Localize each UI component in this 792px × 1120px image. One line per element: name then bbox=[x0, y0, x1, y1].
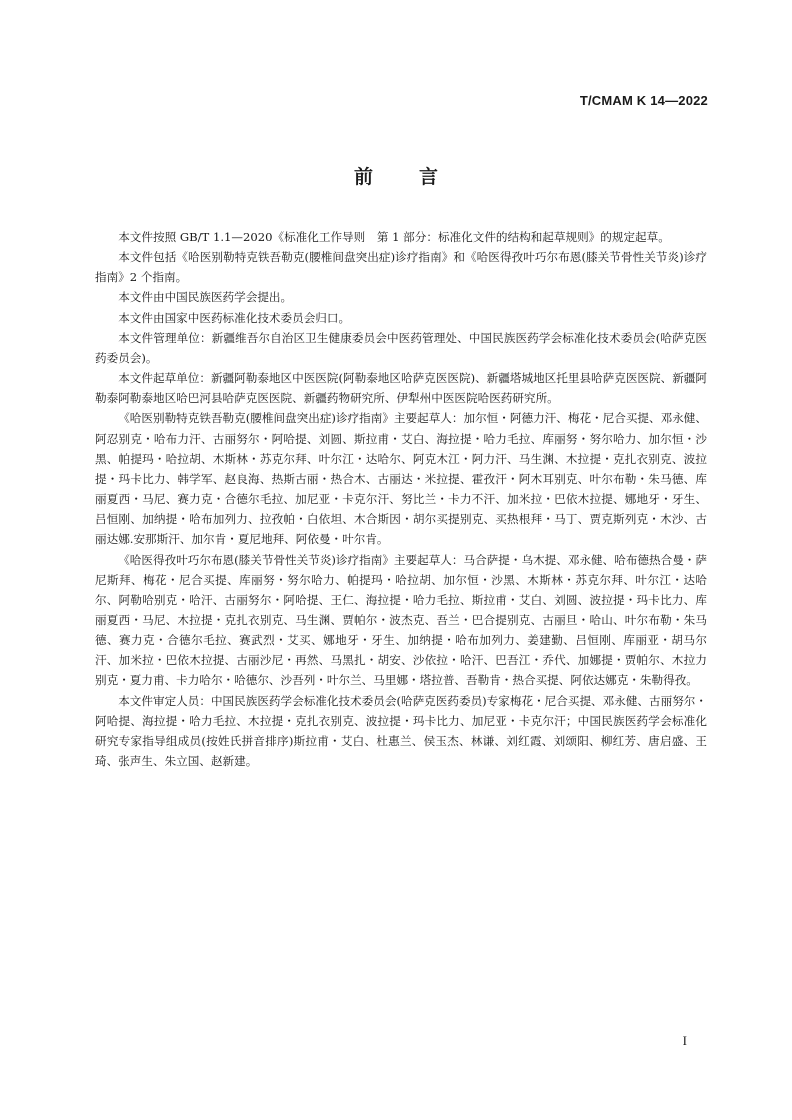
paragraph-drafting-rules: 本文件按照 GB/T 1.1—2020《标准化工作导则 第 1 部分：标准化文件的结构和起草规则》的规定起草。 bbox=[118, 230, 670, 244]
paragraph-management-units: 本文件管理单位：新疆维吾尔自治区卫生健康委员会中医药管理处、中国民族医药学会标准化技术委员会(哈萨克医药委员会)。 bbox=[95, 330, 707, 365]
page-number: I bbox=[682, 1033, 687, 1048]
paragraph-proposer: 本文件由中国民族医药学会提出。 bbox=[118, 290, 293, 305]
title-char-2: 言 bbox=[419, 166, 439, 188]
page-title bbox=[0, 162, 792, 189]
standard-code: T/CMAM K 14—2022 bbox=[579, 93, 708, 108]
foreword-body bbox=[95, 227, 707, 771]
paragraph-drafters-knee: 《哈医得孜叶巧尔布恩(膝关节骨性关节炎)诊疗指南》主要起草人：马合萨提・乌木提、邓永健、哈布德热合曼・萨尼斯拜、梅花・尼合买提、库丽努・努尔哈力、帕提玛・哈拉胡、加尔恒・沙黑、木斯林・苏克尔拜、叶尔江・达哈尔、阿勒哈别克・哈汗、古丽努尔・阿哈提、王仁、海拉提・哈力毛拉、斯拉甫・艾白、刘圆、波拉提・玛卡比力、库丽夏西・马尼、木拉提・克扎衣别克、马生渊、贾帕尔・波杰克、吾兰・巴合提别克、古丽旦・哈山、叶尔布勒・朱马德、赛力克・合德尔毛拉、赛武烈・艾买、娜地牙・牙生、加纳提・哈布加列力、姜建勤、吕恒刚、库丽亚・胡马尔汗、加米拉・巴依木拉提、古丽沙尼・再然、马黑扎・胡安、沙依拉・哈汗、巴吾江・乔代、加娜提・贾帕尔、木拉力别克・夏力甫、卡力哈尔・哈德尔、沙吾列・叶尔兰、马里娜・塔拉普、吾勒肯・热合买提、阿依达娜克・朱勒得孜。 bbox=[95, 552, 707, 688]
paragraph-contents: 本文件包括《哈医别勒特克铁吾勒克(腰椎间盘突出症)诊疗指南》和《哈医得孜叶巧尔布恩(膝关节骨性关节炎)诊疗指南》2 个指南。 bbox=[95, 250, 707, 285]
paragraph-drafters-lumbar: 《哈医别勒特克铁吾勒克(腰椎间盘突出症)诊疗指南》主要起草人：加尔恒・阿德力汗、梅花・尼合买提、邓永健、阿忍别克・哈布力汗、古丽努尔・阿哈提、刘圆、斯拉甫・艾白、海拉提・哈力毛拉、库丽努・努尔哈力、加尔恒・沙黑、帕提玛・哈拉胡、木斯林・苏克尔拜、叶尔江・达哈尔、阿克木江・阿力汗、马生渊、木拉提・克扎衣别克、波拉提・玛卡比力、韩学军、赵良海、热斯古丽・热合木、古丽达・米拉提、霍孜汗・阿木耳别克、叶尔布勒・朱马德、库丽夏西・马尼、赛力克・合德尔毛拉、加尼亚・卡克尔汗、努比兰・卡力不汗、加米拉・巴依木拉提、娜地牙・牙生、吕恒刚、加纳提・哈布加列力、拉孜帕・白依坦、木合斯因・胡尔买提别克、买热根拜・马丁、贾克斯列克・木沙、古丽达娜.安那斯汗、加尔肯・夏尼地拜、阿依曼・叶尔肯。 bbox=[95, 411, 707, 547]
paragraph-reviewers: 本文件审定人员：中国民族医药学会标准化技术委员会(哈萨克医药委员)专家梅花・尼合买提、邓永健、古丽努尔・阿哈提、海拉提・哈力毛拉、木拉提・克扎衣别克、波拉提・玛卡比力、加尼亚・卡克尔汗；中国民族医药学会标准化研究专家指导组成员(按姓氏拼音排序)斯拉甫・艾白、杜惠兰、侯玉杰、林谦、刘红霞、刘颂阳、柳红芳、唐启盛、王琦、张声生、朱立国、赵新建。 bbox=[95, 693, 707, 769]
title-char-1: 前 bbox=[353, 166, 373, 188]
paragraph-centralized-by: 本文件由国家中医药标准化技术委员会归口。 bbox=[118, 310, 351, 325]
paragraph-drafting-units: 本文件起草单位：新疆阿勒泰地区中医医院(阿勒泰地区哈萨克医医院)、新疆塔城地区托里县哈萨克医医院、新疆阿勒泰阿勒泰地区哈巴河县哈萨克医医院、新疆药物研究所、伊犁州中医医院哈医药研究所。 bbox=[95, 371, 707, 406]
